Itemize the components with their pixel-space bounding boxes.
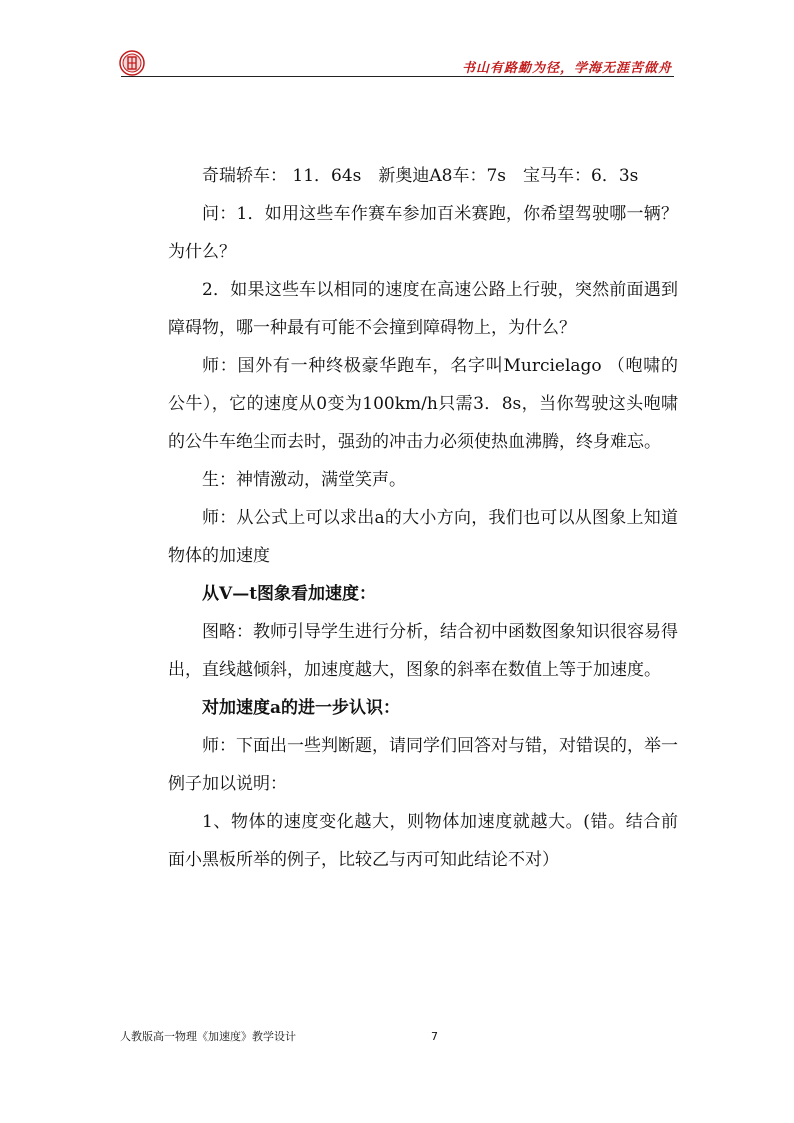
paragraph-teacher-graph: 师：从公式上可以求出a的大小方向，我们也可以从图象上知道物体的加速度 xyxy=(168,508,678,566)
paragraph-question-1: 问：1．如用这些车作赛车参加百米赛跑，你希望驾驶哪一辆？为什么？ xyxy=(168,204,678,262)
paragraph-question-2: 2．如果这些车以相同的速度在高速公路上行驶，突然前面遇到障碍物，哪一种最有可能不会撞到障碍物上，为什么？ xyxy=(168,280,678,338)
paragraph-student-reaction: 生：神情激动，满堂笑声。 xyxy=(202,470,406,490)
paragraph-judgement-intro: 师：下面出一些判断题，请同学们回答对与错，对错误的，举一例子加以说明： xyxy=(168,736,678,794)
header-motto: 书山有路勤为径，学海无涯苦做舟 xyxy=(461,61,672,76)
page-number: 7 xyxy=(431,1030,438,1043)
document-body xyxy=(168,157,678,879)
paragraph-car-times: 奇瑞轿车： 11．64s 新奥迪A8车：7s 宝马车：6．3s xyxy=(202,166,639,186)
paragraph-graph-analysis: 图略：教师引导学生进行分析，结合初中函数图象知识很容易得出，直线越倾斜，加速度越大，图象的斜率在数值上等于加速度。 xyxy=(168,622,678,680)
paragraph-teacher-sportscar: 师：国外有一种终极豪华跑车，名字叫Murcielago （咆啸的公牛），它的速度从0变为100km/h只需3．8s，当你驾驶这头咆啸的公牛车绝尘而去时，强劲的冲击力必须使热血沸腾，终身难忘。 xyxy=(168,356,678,452)
footer-title: 人教版高一物理《加速度》教学设计 xyxy=(120,1030,296,1043)
paragraph-judgement-1: 1、物体的速度变化越大，则物体加速度就越大。(错。结合前面小黑板所举的例子，比较乙与丙可知此结论不对） xyxy=(168,812,678,870)
heading-acceleration-understanding: 对加速度a的进一步认识： xyxy=(202,698,401,718)
heading-vt-graph: 从V—t图象看加速度： xyxy=(202,584,377,604)
school-seal-icon xyxy=(119,50,145,76)
header-divider xyxy=(121,76,674,77)
